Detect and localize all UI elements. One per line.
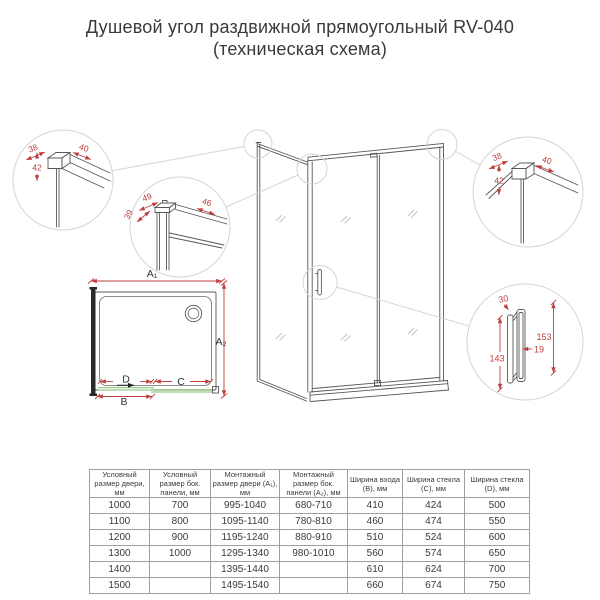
plan-label-c: C [177, 376, 185, 388]
cell: 750 [465, 578, 530, 594]
dim-label-40-right: 40 [540, 153, 554, 167]
plan-label-a2: A₂ [215, 336, 227, 348]
dim-label-39: 39 [121, 208, 135, 222]
dim-b [95, 394, 155, 408]
col-header-door-mount: Монтажный размер двери (A₁), мм [211, 470, 280, 498]
cell: 424 [403, 498, 465, 514]
cell: 1395-1440 [211, 562, 280, 578]
dim-label-30: 30 [497, 293, 510, 305]
dim-label-46: 46 [200, 195, 213, 209]
glass-lines [98, 388, 213, 392]
cell: 624 [403, 562, 465, 578]
cell: 700 [465, 562, 530, 578]
cell: 474 [403, 514, 465, 530]
col-header-glass-d: Ширина стекла (D), мм [465, 470, 530, 498]
cell: 880-910 [280, 530, 348, 546]
table-row [90, 514, 530, 530]
side-panel [256, 143, 308, 402]
dim-d [98, 374, 154, 386]
dim-label-49: 49 [140, 190, 154, 204]
cell: 1400 [90, 562, 150, 578]
dim-label-38-right: 38 [490, 150, 504, 164]
spec-table-header-row [90, 470, 530, 498]
cell: 510 [348, 530, 403, 546]
cell: 1100 [90, 514, 150, 530]
table-row [90, 562, 530, 578]
cell: 800 [150, 514, 211, 530]
cell: 1500 [90, 578, 150, 594]
cell: 1000 [150, 546, 211, 562]
cell: 460 [348, 514, 403, 530]
cell: 660 [348, 578, 403, 594]
cell: 900 [150, 530, 211, 546]
dim-label-40-left: 40 [77, 141, 91, 154]
cell: 1195-1240 [211, 530, 280, 546]
cell: 980-1010 [280, 546, 348, 562]
table-row [90, 546, 530, 562]
page-title-line2: (техническая схема) [212, 39, 388, 59]
wall-profile-left [90, 287, 98, 396]
dim-label-38-left: 38 [26, 141, 40, 155]
plan-label-a1: A₁ [146, 268, 158, 280]
plan-label-b: B [120, 396, 128, 408]
dim-label-42-left: 42 [32, 162, 42, 173]
cell [280, 578, 348, 594]
cell: 600 [465, 530, 530, 546]
col-header-entry-width: Ширина входа (B), мм [348, 470, 403, 498]
plan-view [88, 268, 227, 408]
cell: 550 [465, 514, 530, 530]
col-header-panel-mount: Монтажный размер бок. панели (A₂), мм [280, 470, 348, 498]
plan-label-d: D [122, 373, 130, 386]
cell: 410 [348, 498, 403, 514]
col-header-glass-c: Ширина стекла (C), мм [403, 470, 465, 498]
cell [150, 578, 211, 594]
cell: 700 [150, 498, 211, 514]
dim-a2 [215, 281, 227, 399]
col-header-door-size: Условный размер двери, мм [90, 470, 150, 498]
cell: 610 [348, 562, 403, 578]
table-row [90, 578, 530, 594]
door-handle-3d [316, 270, 322, 296]
shower-tray-inner [100, 297, 212, 386]
cell: 680-710 [280, 498, 348, 514]
cell: 995-1040 [211, 498, 280, 514]
cell: 1000 [90, 498, 150, 514]
col-header-panel-size: Условный размер бок. панели, мм [150, 470, 211, 498]
cell: 674 [403, 578, 465, 594]
cell: 1295-1340 [211, 546, 280, 562]
drain-circle [185, 305, 201, 321]
glass-sparkles [276, 210, 418, 342]
cell: 1200 [90, 530, 150, 546]
sliding-door [308, 143, 449, 401]
page-title-line1: Душевой угол раздвижной прямоугольный RV-040 [85, 17, 515, 37]
cell: 500 [465, 498, 530, 514]
spec-table [89, 469, 530, 594]
dim-label-153: 153 [536, 332, 552, 342]
cell [280, 562, 348, 578]
cell: 780-810 [280, 514, 348, 530]
cell: 560 [348, 546, 403, 562]
dim-label-19: 19 [533, 344, 545, 355]
table-row [90, 530, 530, 546]
cell: 524 [403, 530, 465, 546]
cell: 1495-1540 [211, 578, 280, 594]
cell: 574 [403, 546, 465, 562]
dim-c [153, 376, 213, 388]
cell: 1300 [90, 546, 150, 562]
table-row [90, 498, 530, 514]
cell [150, 562, 211, 578]
cell: 650 [465, 546, 530, 562]
dim-label-42-right: 42 [494, 175, 504, 186]
dim-label-143: 143 [489, 353, 505, 364]
cell: 1095-1140 [211, 514, 280, 530]
